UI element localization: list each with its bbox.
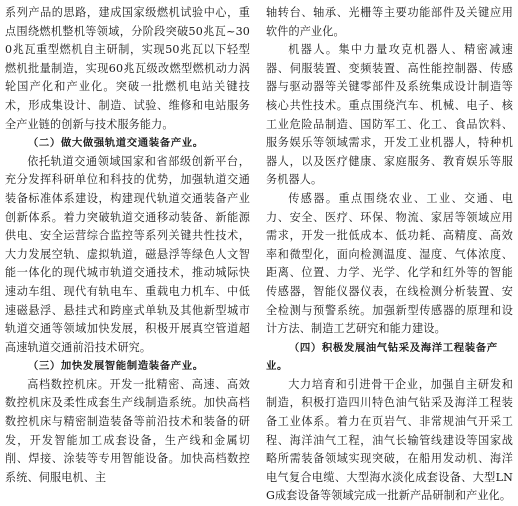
right-column <box>266 4 513 506</box>
section-heading-oil-gas-marine: （四）积极发展油气钻采及海洋工程装备产业。 <box>266 341 498 373</box>
section-heading-intelligent-manufacturing: （三）加快发展智能制造装备产业。 <box>27 360 204 373</box>
rail-transit-paragraph: 依托轨道交通领域国家和省部级创新平台，充分发挥科研单位和科技的优势，加强轨道交通装备标准体系建设，构建现代轨道交通装备产业创新体系。着力突破轨道交通移动装备、新能源供电、安全运营综合监控等系列关键共性技术，大力发展空轨、虚拟轨道，磁悬浮等绿色人文智能一体化的现代城市轨道交通技术，推动城际快速动车组、现代有轨电车、重载电力机车、中低速磁悬浮、悬挂式和跨座式单轨及其他新型城市轨道交通等领域加快发展，积极开展真空管道超高速轨道交通前沿技术研究。 <box>5 154 250 354</box>
sensor-paragraph: 传感器。重点围绕农业、工业、交通、电力、安全、医疗、环保、物流、家居等领域应用需求，开发一批低成本、低功耗、高精度、高效率和微型化，面向检测温度、湿度、气体浓度、距离、位置、力学、光学、化学和红外等的智能传感器，智能仪器仪表，在线检测分析装置、安全检测与预警系统。加强新型传感器的原理和设计方法、制造工艺研究和能力建设。 <box>266 191 513 336</box>
gas-turbine-paragraph-end: 系列产品的思路，建成国家级燃机试验中心，重点围绕燃机整机等领域，分阶段突破50兆瓦~300兆瓦重型燃机自主研制，实现50兆瓦以下轻型燃机批量制造，实现60兆瓦级改燃型燃机动力涡轮国产化和产业化。突破一批燃机电站关键技术，形成集设计、制造、试验、维修和电站服务全产业链的创新与技术服务能力。 <box>5 6 250 131</box>
cnc-machine-tool-paragraph: 高档数控机床。开发一批精密、高速、高效数控机床及柔性成套生产线制造系统。加快高档数控机床与精密制造装备等前沿技术和装备的研发，开发智能加工成套设备，生产线和金属切削、焊接、涂装等专用智能设备。加快高档数控系统、伺服电机、主 <box>5 377 250 484</box>
cnc-paragraph-continued: 轴转台、轴承、光栅等主要功能部件及关键应用软件的产业化。 <box>266 6 513 38</box>
robot-paragraph: 机器人。集中力量攻克机器人、精密减速器、伺服装置、变频装置、高性能控制器、传感器与驱动器等关键零部件及系统集成设计制造等核心共性技术。重点围绕汽车、机械、电子、核工业危险品制造、国防军工、化工、食品饮料、服务娱乐等领域需求，开发工业机器人，特种机器人，以及医疗健康、家庭服务、教育娱乐等服务机器人。 <box>266 43 513 187</box>
section-heading-rail-transit: （二）做大做强轨道交通装备产业。 <box>27 137 204 150</box>
left-column <box>5 4 250 487</box>
oil-gas-marine-paragraph: 大力培育和引进骨干企业，加强自主研发和制造，积极打造四川特色油气钻采及海洋工程装备工业体系。着力在页岩气、非常规油气开采工程、海洋油气工程，油气长输管线建设等国家战略所需装备领域实现突破，在船用发动机、海洋电气复合电缆、大型海水淡化成套设备、大型LNG成套设备等领域完成一批新产品研制和产业化。 <box>266 377 513 503</box>
